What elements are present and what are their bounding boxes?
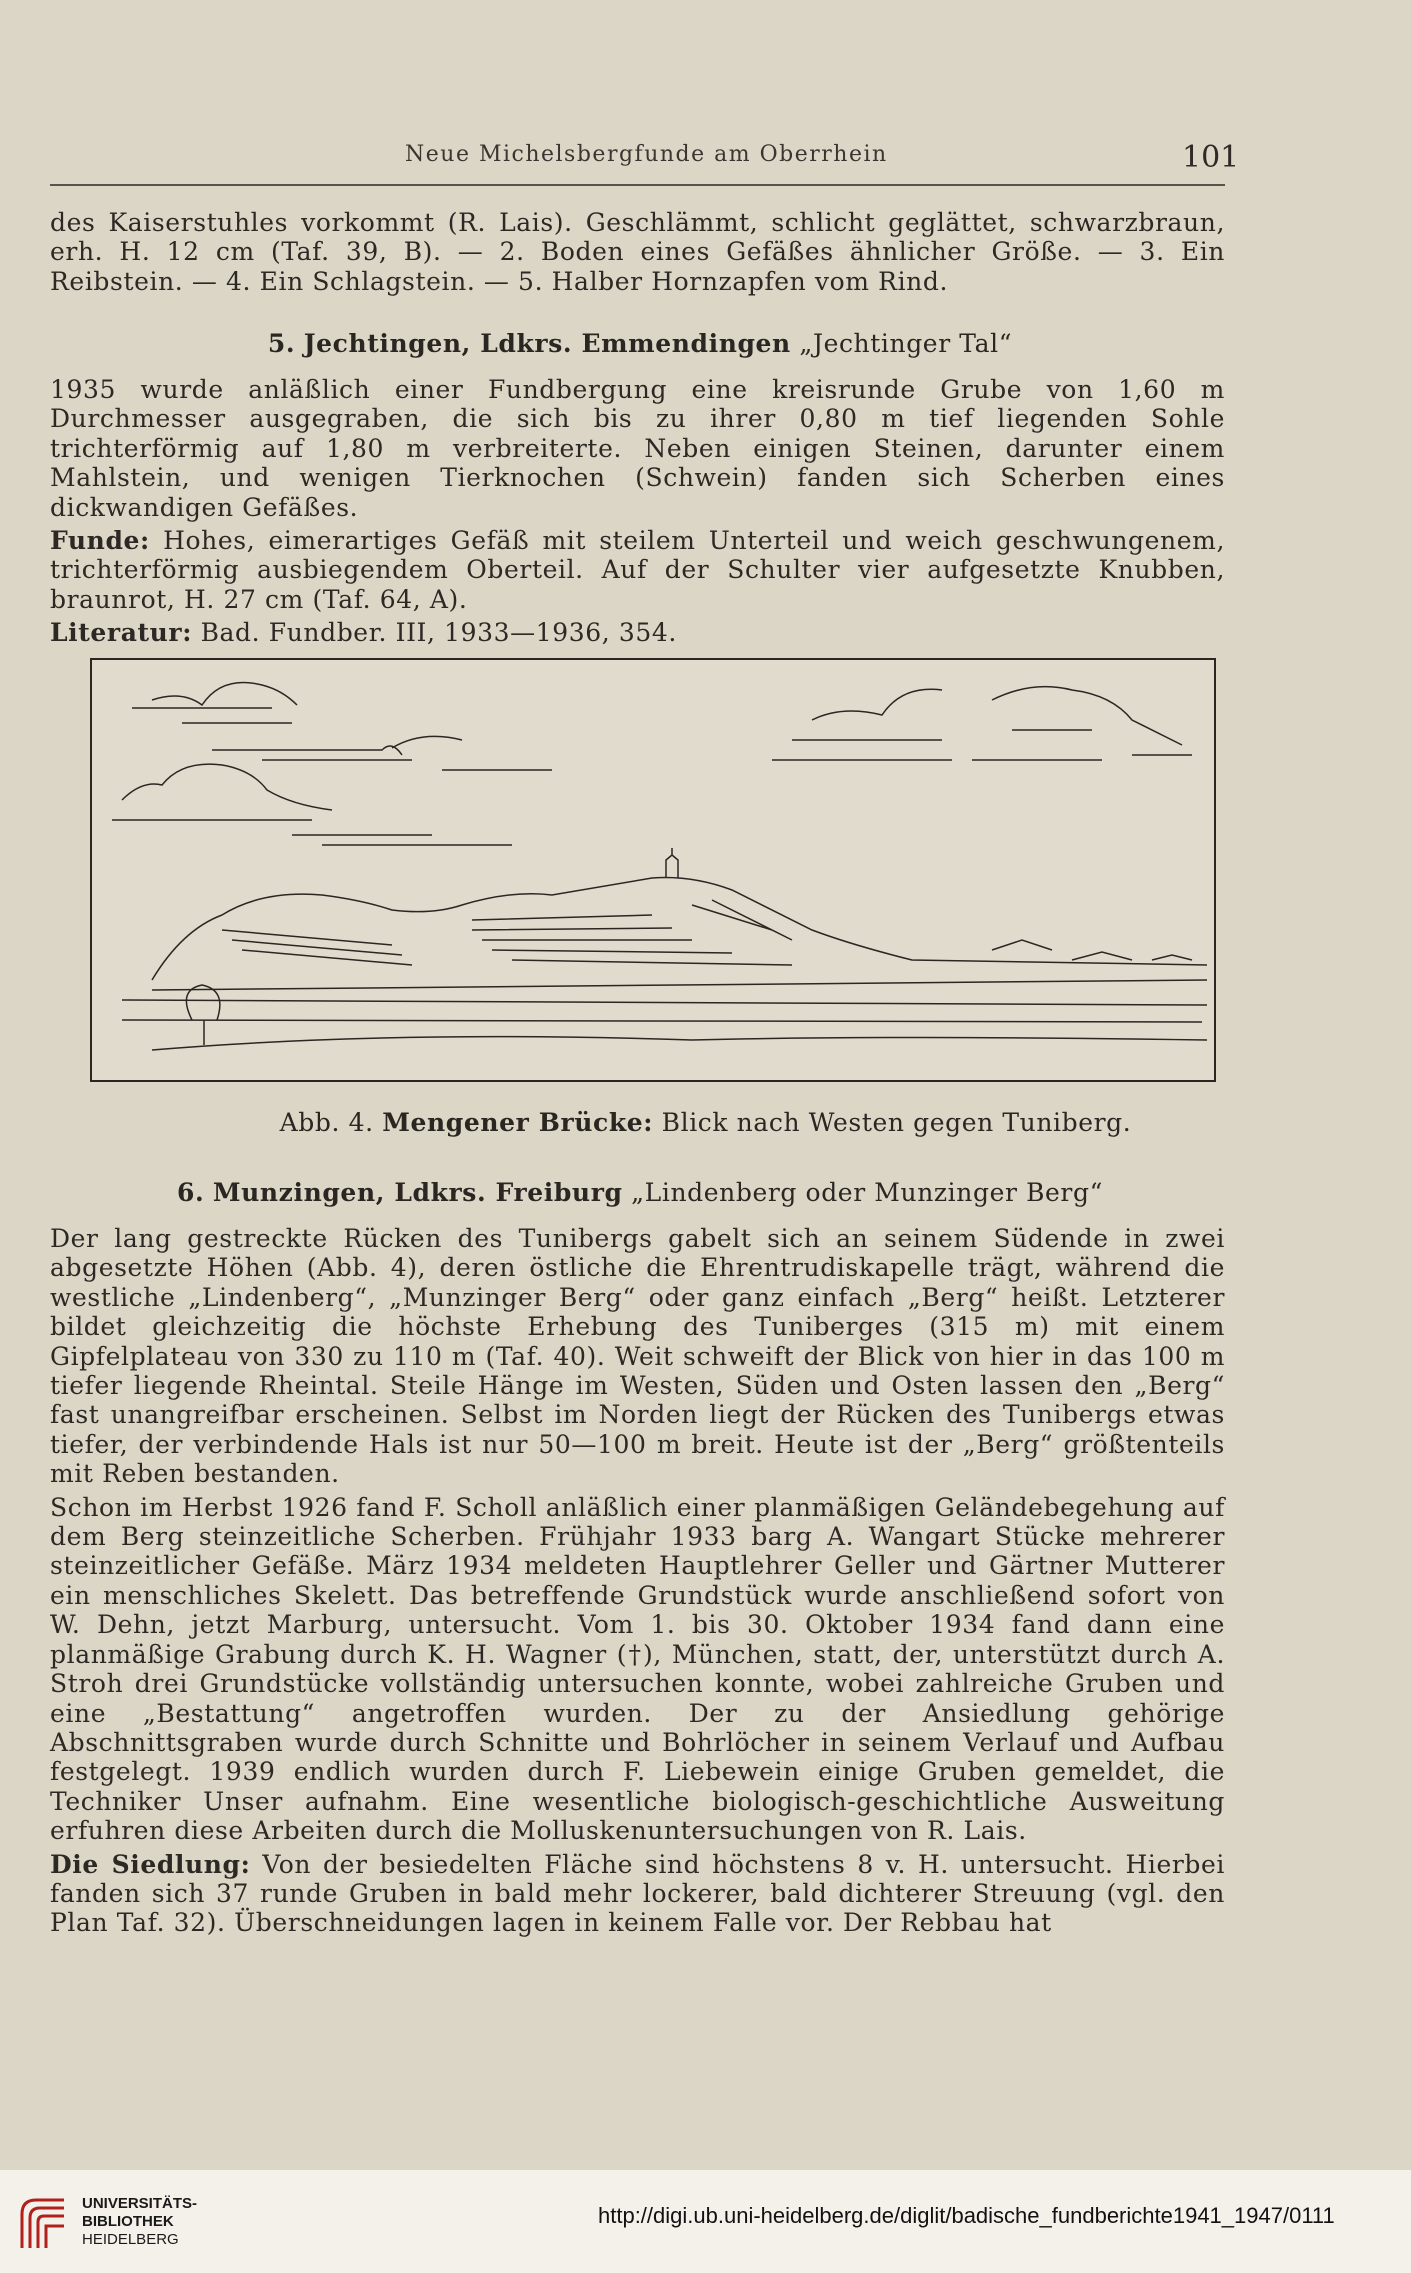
- finds-text: Hohes, eimerartiges Gefäß mit steilem Unterteil und weich geschwungenem, trichterförmig ausbiegendem Oberteil. Auf der Schulter vier aufgesetzte Knubben, braunrot, H. 27 cm (Taf. 64, A).: [50, 526, 1226, 614]
- library-logo-icon: [14, 2190, 74, 2256]
- section-6-heading: [0, 1178, 1280, 1207]
- siedlung-paragraph: [50, 1850, 1225, 1938]
- siedlung-text: Von der besiedelten Fläche sind höchstens 8 v. H. untersucht. Hierbei fanden sich 37 runde Gruben in bald mehr lockerer, bald dichterer Streuung (vgl. den Plan Taf. 32). Überschneidungen lagen in keinem Falle vor. Der Rebbau hat: [50, 1849, 1225, 1938]
- section-site-name: „Lindenberg oder Munzinger Berg“: [631, 1178, 1103, 1207]
- header-rule: [50, 184, 1225, 186]
- library-line: HEIDELBERG: [82, 2231, 179, 2248]
- paragraph: des Kaiserstuhles vorkommt (R. Lais). Geschlämmt, schlicht geglättet, schwarzbraun, erh. H. 12 cm (Taf. 39, B). — 2. Boden eines Gefäßes ähnlicher Größe. — 3. Ein Reibstein. — 4. Ein Schlagstein. — 5. Halber Hornzapfen vom Rind.: [50, 208, 1225, 296]
- library-line: UNIVERSITÄTS-: [82, 2195, 198, 2212]
- caption-title: Mengener Brücke:: [382, 1108, 654, 1137]
- figure-caption: [0, 1108, 1411, 1137]
- caption-prefix: Abb. 4.: [279, 1108, 374, 1137]
- paragraph: Schon im Herbst 1926 fand F. Scholl anläßlich einer planmäßigen Geländebegehung auf dem Berg steinzeitliche Scherben. Frühjahr 1933 barg A. Wangart Stücke mehrerer steinzeitlicher Gefäße. März 1934 meldeten Hauptlehrer Geller und Gärtner Mutterer ein menschliches Skelett. Das betreffende Grundstück wurde anschließend sofort von W. Dehn, jetzt Marburg, untersucht. Vom 1. bis 30. Oktober 1934 fand dann eine planmäßige Grabung durch K. H. Wagner (†), München, statt, der, unterstützt durch A. Stroh drei Grundstücke vollständig untersuchen konnte, wobei zahlreiche Gruben und eine „Bestattung“ angetroffen wurden. Der zu der Ansiedlung gehörige Abschnittsgraben wurde durch Schnitte und Bohrlöcher in seinem Verlauf und Aufbau festgelegt. 1939 endlich wurden durch F. Liebewein einige Gruben gemeldet, die Techniker Unser aufnahm. Eine wesentliche biologisch-geschichtliche Ausweitung erfuhren diese Arbeiten durch die Molluskenuntersuchungen von R. Lais.: [50, 1492, 1225, 1846]
- literature-paragraph: [50, 618, 1225, 647]
- library-line: BIBLIOTHEK: [82, 2213, 174, 2230]
- landscape-drawing: [92, 660, 1214, 1080]
- page-number: 101: [1182, 140, 1240, 175]
- finds-paragraph: [50, 526, 1225, 614]
- landscape-illustration: [90, 658, 1216, 1082]
- running-title: Neue Michelsbergfunde am Oberrhein: [405, 142, 888, 167]
- section-number: 6.: [177, 1178, 205, 1207]
- paragraph: 1935 wurde anläßlich einer Fundbergung eine kreisrunde Grube von 1,60 m Durchmesser ausgegraben, die sich bis zu ihrer 0,80 m tief liegenden Sohle trichterförmig auf 1,80 m verbreiterte. Neben einigen Steinen, darunter einem Mahlstein, und wenigen Tierknochen (Schwein) fanden sich Scherben eines dickwandigen Gefäßes.: [50, 375, 1225, 522]
- section-place: Munzingen, Ldkrs. Freiburg: [212, 1178, 623, 1207]
- library-name: [82, 2195, 197, 2249]
- section-5-heading: [0, 329, 1280, 358]
- siedlung-label: Die Siedlung:: [50, 1849, 251, 1879]
- paragraph: Der lang gestreckte Rücken des Tunibergs gabelt sich an seinem Südende in zwei abgesetzte Höhen (Abb. 4), deren östliche die Ehrentrudiskapelle trägt, während die westliche „Lindenberg“, „Munzinger Berg“ oder ganz einfach „Berg“ heißt. Letzterer bildet gleichzeitig die höchste Erhebung des Tuniberges (315 m) mit einem Gipfelplateau von 330 zu 110 m (Taf. 40). Weit schweift der Blick von hier in das 100 m tiefer liegende Rheintal. Steile Hänge im Westen, Süden und Osten lassen den „Berg“ fast unangreifbar erscheinen. Selbst im Norden liegt der Rücken des Tunibergs etwas tiefer, der verbindende Hals ist nur 50—100 m breit. Heute ist der „Berg“ größtenteils mit Reben bestanden.: [50, 1224, 1225, 1489]
- literature-label: Literatur:: [50, 618, 193, 648]
- source-url-link[interactable]: http://digi.ub.uni-heidelberg.de/diglit/badische_fundberichte1941_1947/0111: [598, 2203, 1335, 2228]
- section-6-body: [50, 1224, 1225, 1938]
- section-site-name: „Jechtinger Tal“: [799, 329, 1013, 358]
- logo-mark-icon: [14, 2190, 74, 2256]
- section-place: Jechtingen, Ldkrs. Emmendingen: [303, 329, 791, 358]
- literature-text: Bad. Fundber. III, 1933—1936, 354.: [200, 618, 677, 648]
- finds-label: Funde:: [50, 526, 150, 556]
- section-number: 5.: [267, 329, 296, 358]
- caption-text: Blick nach Westen gegen Tuniberg.: [661, 1108, 1132, 1137]
- paragraph-continuation: [50, 208, 1225, 296]
- section-5-body: [50, 375, 1225, 648]
